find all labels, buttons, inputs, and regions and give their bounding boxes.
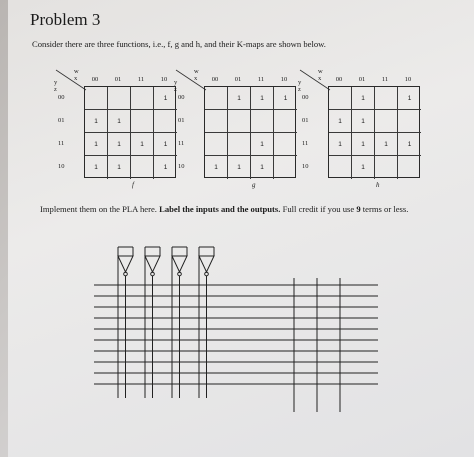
- kmap-cell: 1: [108, 133, 131, 156]
- kmap-function-name: g: [252, 181, 256, 189]
- input-buffer-inverter: [118, 247, 133, 276]
- kmap-cell: 1: [352, 87, 375, 110]
- problem-intro: Consider there are three functions, i.e., f, g and h, and their K-maps are shown below.: [32, 39, 326, 49]
- kmap-cell: 1: [85, 156, 108, 179]
- kmap-cell: 1: [398, 87, 421, 110]
- kmap-column-header: 00: [211, 76, 219, 83]
- pla-output-lines: [294, 278, 340, 412]
- input-buffer-inverter: [199, 247, 214, 276]
- kmap-column-variable: w x: [318, 68, 323, 82]
- kmap-column-variable: w x: [74, 68, 79, 82]
- pla-product-term-lines: [94, 285, 378, 384]
- instruction-text: Full credit if you use: [282, 204, 355, 214]
- kmap-cell: 1: [131, 133, 154, 156]
- kmap-column-header: 11: [381, 76, 389, 83]
- kmap-column-variable: w x: [194, 68, 199, 82]
- kmap-cell: 1: [352, 133, 375, 156]
- kmap-column-header: 10: [160, 76, 168, 83]
- kmap-row-header: 01: [58, 117, 65, 124]
- kmap-column-header: 11: [137, 76, 145, 83]
- kmap-row-header: 10: [302, 163, 309, 170]
- terms-count: 9: [356, 204, 361, 214]
- kmap-column-header: 10: [280, 76, 288, 83]
- instruction-text: terms or less.: [362, 204, 409, 214]
- kmap-function-name: h: [376, 181, 380, 189]
- kmap-row-header: 11: [178, 140, 185, 147]
- kmap-row-header: 00: [178, 94, 185, 101]
- kmap-cell: 1: [163, 164, 168, 171]
- kmap-cell: 1: [154, 133, 177, 156]
- kmap-cell: 1: [398, 133, 421, 156]
- kmap-row-header: 00: [58, 94, 65, 101]
- kmap-cell: 1: [352, 156, 375, 179]
- kmap-cell: 1: [329, 110, 352, 133]
- kmap-cell: 1: [154, 87, 177, 110]
- kmap-row-header: 11: [58, 140, 65, 147]
- kmap-cell: 1: [228, 156, 251, 179]
- kmap-cell: 1: [108, 110, 131, 133]
- kmap-cell: 1: [375, 133, 398, 156]
- input-buffer-inverter: [172, 247, 187, 276]
- kmap-cell: 1: [329, 133, 352, 156]
- kmap-cell: 1: [352, 110, 375, 133]
- pla-input-buffers: [118, 247, 214, 276]
- kmap-row-header: 11: [302, 140, 309, 147]
- kmap-row-variable: y z: [298, 79, 302, 93]
- pla-input-lines: [118, 256, 207, 398]
- kmap-row-header: 10: [58, 163, 65, 170]
- kmap-cell: 1: [205, 156, 228, 179]
- kmap-cell: 1: [108, 156, 131, 179]
- kmap-column-header: 11: [257, 76, 265, 83]
- kmap-cell: 1: [251, 156, 274, 179]
- kmap-cell: 1: [228, 87, 251, 110]
- kmap-cell: 1: [251, 87, 274, 110]
- kmap-column-header: 01: [114, 76, 122, 83]
- kmap-column-header: 01: [358, 76, 366, 83]
- instruction-emphasis: Label the inputs and the outputs.: [159, 204, 281, 214]
- input-buffer-inverter: [145, 247, 160, 276]
- kmap-column-header: 01: [234, 76, 242, 83]
- kmap-function-name: f: [132, 181, 134, 189]
- instruction-text: Implement them on the PLA here.: [40, 204, 157, 214]
- kmap-cell: 1: [274, 87, 297, 110]
- problem-title: Problem 3: [30, 10, 101, 29]
- kmap-row-header: 01: [178, 117, 185, 124]
- kmap-column-header: 00: [335, 76, 343, 83]
- kmap-column-header: 00: [91, 76, 99, 83]
- kmap-column-header: 10: [404, 76, 412, 83]
- kmap-row-header: 01: [302, 117, 309, 124]
- kmap-row-header: 10: [178, 163, 185, 170]
- kmap-cell: 1: [251, 133, 274, 156]
- kmap-row-variable: y z: [174, 79, 178, 93]
- kmap-cell: 1: [85, 110, 108, 133]
- kmap-cell: 1: [85, 133, 108, 156]
- kmap-row-header: 00: [302, 94, 309, 101]
- kmap-row-variable: y z: [54, 79, 58, 93]
